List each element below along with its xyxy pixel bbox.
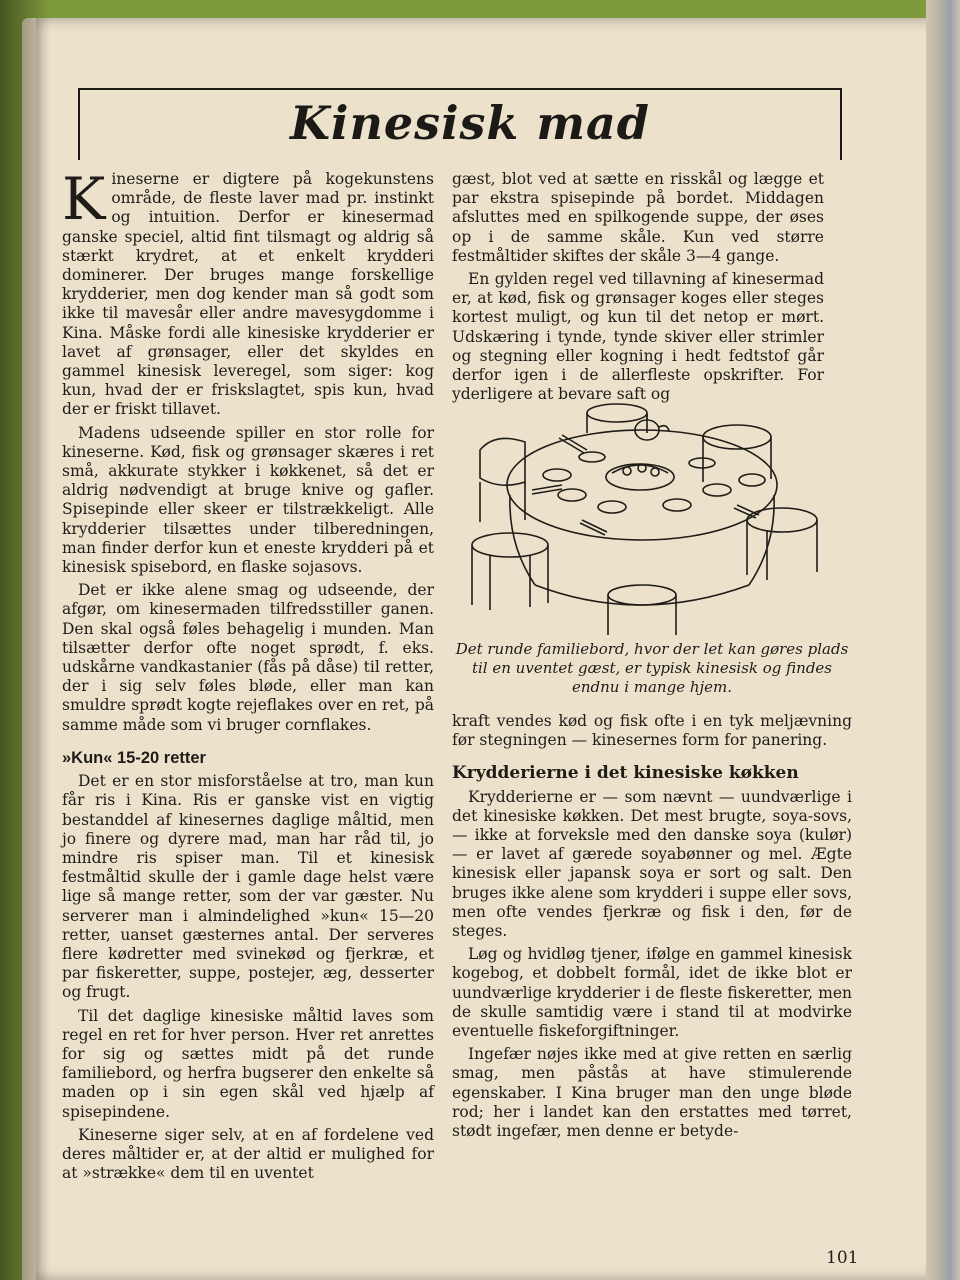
section-heading-dishes: »Kun« 15-20 retter	[62, 748, 206, 767]
paragraph-soy: Krydderierne er — som nævnt — uundværlige i det kinesiske køkken. Det mest brugte, soya-sovs, — ikke at forveksle med den danske soya (kulør) — er lavet af gærede soyabønner og mel. Ægte kinesisk eller japansk soya er sort og salt. Den bruges ikke alene som krydderi i suppe eller sovs, men ofte vendes fjerkræ og fisk i den, før de steges.	[452, 787, 852, 941]
paragraph-daily-meal: Til det daglige kinesiske måltid laves som regel en ret for hver person. Hver ret anrettes for sig og sættes midt på det runde familiebord, og herfra bugserer den enkelte så maden op i sin egen skål ved hjælp af spisepindene.	[62, 1006, 434, 1121]
binding-shadow	[0, 0, 50, 1280]
round-table-illustration	[462, 395, 842, 640]
intro-text: ineserne er digtere på kogekunstens område, de fleste laver mad pr. instinkt og intuition. Derfor er kinesermad ganske speciel, altid fint tilsmagt og aldrig så stærkt krydret, at et enkelt krydderi dominerer. Der bruges mange forskellige krydderier, men dog kender man så godt som ikke til mavesår eller andre mavesygdomme i Kina. Måske fordi alle kinesiske krydderier er lavet af grønsager, eller det skyldes en gammel kinesisk leveregel, som siger: kog kun, hvad der er friskslagtet, spis kun, hvad der er friskt tillavet.	[62, 170, 434, 419]
illustration-caption: Det runde familiebord, hvor der let kan gøres plads til en uventet gæst, er typisk kinesisk og findes endnu i mange hjem.	[455, 640, 849, 696]
paragraph-breading: kraft vendes kød og fisk ofte i en tyk meljævning før stegningen — kinesernes form for panering.	[452, 712, 852, 750]
intro-paragraph	[62, 165, 434, 420]
paragraph-appearance: Madens udseende spiller en stor rolle for kineserne. Kød, fisk og grønsager skæres i ret små, akkurate stykker i køkkenet, så det er aldrig nødvendigt at bruge knive og gafler. Spisepinde eller skeer er tilstrækkeligt. Alle krydderier tilsættes under tilberedningen, man finder derfor kun et eneste krydderi på et kinesisk spisebord, en flaske sojasovs.	[62, 423, 434, 577]
paragraph-guest: gæst, blot ved at sætte en risskål og lægge et par ekstra spisepinde på bordet. Middagen afsluttes med en spilkogende suppe, der øses op i de samme skåle. Kun ved større festmåltider skiftes der skåle 3—4 gange.	[452, 170, 824, 265]
drop-cap: K	[62, 165, 106, 233]
paragraph-golden-rule: En gylden regel ved tillavning af kinesermad er, at kød, fisk og grønsager koges eller steges kortest muligt, og kun til det netop er mørt. Udskæring i tynde, tynde skiver eller strimler og stegning eller kogning i hedt fedtstof går derfor igen i de allerfleste opskrifter. For yderligere at bevare saft og	[452, 270, 824, 404]
right-column-top	[452, 170, 824, 408]
paragraph-onion-garlic: Løg og hvidløg tjener, ifølge en gammel kinesisk kogebog, et dobbelt formål, idet de ikke blot er uundværlige krydderier i de fleste fiskeretter, men de skulle samtidig være i stand til at modvirke eventuelle fiskeforgiftninger.	[452, 945, 852, 1041]
paragraph-stretch: Kineserne siger selv, at en af fordelene ved deres måltider er, at der altid er mulighed for at »strække« dem til en uventet	[62, 1125, 434, 1183]
right-column-bottom	[452, 712, 852, 1145]
paragraph-texture: Det er ikke alene smag og udseende, der afgør, om kinesermaden tilfredsstiller ganen. Den skal også føles behagelig i munden. Man tilsætter derfor ofte noget sprødt, f. eks. udskårne vandkastanier (fås på dåse) til retter, der i sig selv føles bløde, eller man kan smuldre sprødt kogte rejeflakes over en ret, på samme måde som vi bruger cornflakes.	[62, 581, 434, 734]
page-edge	[926, 0, 960, 1280]
page-title: Kinesisk mad	[280, 96, 660, 150]
page-number: 101	[826, 1248, 859, 1268]
section-heading-spices: Krydderierne i det kinesiske køkken	[452, 763, 799, 784]
paragraph-rice: Det er en stor misforståelse at tro, man kun får ris i Kina. Ris er ganske vist en vigtig bestanddel af kinesernes daglige måltid, men jo finere og dyrere mad, man har råd til, jo mindre ris spiser man. Til et kinesisk festmåltid skulle der i gamle dage helst være lige så mange retter, som der var gæster. Nu serverer man i almindelighed »kun« 15—20 retter, uanset gæsternes antal. Der serveres flere kødretter med svinekød og fjerkræ, et par fiskeretter, suppe, postejer, æg, desserter og frugt.	[62, 772, 434, 1002]
paragraph-ginger: Ingefær nøjes ikke med at give retten en særlig smag, men påstås at have stimulerende egenskaber. I Kina bruger man den unge bløde rod; her i landet kan den erstattes med tørret, stødt ingefær, men denne er betyde-	[452, 1045, 852, 1141]
left-column	[62, 165, 434, 1187]
